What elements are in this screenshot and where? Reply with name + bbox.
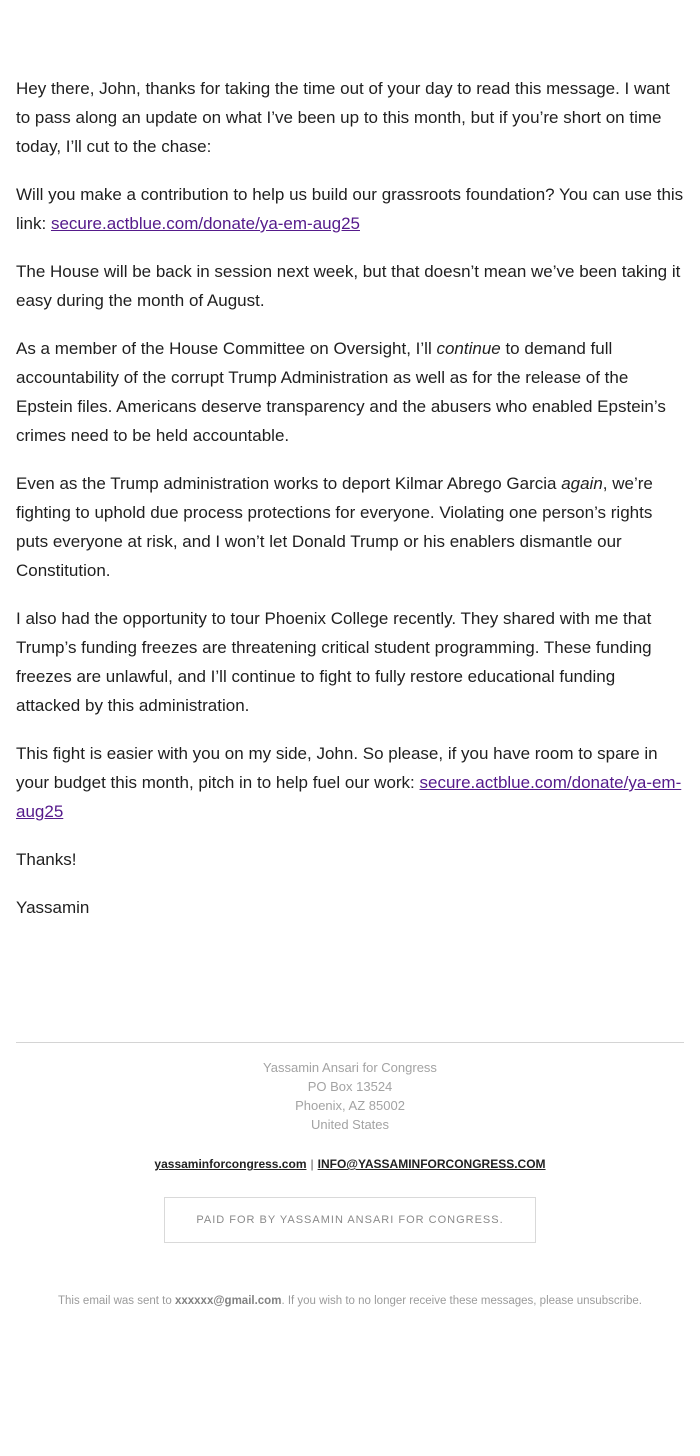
text-run: Thanks! [16, 850, 77, 869]
text-run: continue [436, 339, 501, 358]
footer-links-separator: | [310, 1157, 314, 1171]
text-run: Even as the Trump administration works to deport Kilmar Abrego Garcia [16, 474, 562, 493]
email-link[interactable]: INFO@YASSAMINFORCONGRESS.COM [317, 1157, 546, 1171]
paragraph [16, 893, 684, 922]
sent-to-email: xxxxxx@gmail.com [174, 1295, 282, 1307]
text-run: Yassamin [16, 898, 90, 917]
text-run: Will you make a contribution to help us build our grassroots foundation? You can use this link: [16, 185, 684, 233]
text-run: again [561, 474, 603, 493]
text-run: , we’re fighting to uphold due process protections for everyone. Violating one person’s rights puts everyone at risk, and I won’t let Donald Trump or his enablers dismantle our Constitution. [16, 474, 653, 580]
paid-for-box [164, 1197, 536, 1243]
sent-to-middle: . If you wish to no longer receive these messages, please [281, 1295, 577, 1307]
sent-to-suffix: . [638, 1295, 642, 1307]
sent-to-prefix: This email was sent to [58, 1295, 175, 1307]
org-address-line: Phoenix, AZ 85002 [295, 1098, 405, 1113]
paragraph [16, 469, 684, 585]
org-address-line: Yassamin Ansari for Congress [263, 1060, 437, 1075]
footer-links [0, 1157, 700, 1171]
paragraph [16, 180, 684, 238]
text-run: As a member of the House Committee on Oversight, I’ll [16, 339, 437, 358]
org-address-line: United States [310, 1117, 390, 1132]
text-run: to demand full accountability of the corrupt Trump Administration as well as for the release of the Epstein files. Americans deserve transparency and the abusers who enabled Epstein’s crimes need to be held accountable. [16, 339, 666, 445]
text-run: This fight is easier with you on my side, John. So please, if you have room to spare in your budget this month, pitch in to help fuel our work: [16, 744, 658, 792]
text-run: Hey there, John, thanks for taking the time out of your day to read this message. I want to pass along an update on what I’ve been up to this month, but if you’re short on time today, I’ll cut to the chase: [16, 79, 670, 156]
footer-divider [16, 1042, 684, 1043]
unsubscribe-line [0, 1295, 700, 1427]
paragraph [16, 739, 684, 826]
paragraph [16, 334, 684, 450]
paid-for-text: PAID FOR BY YASSAMIN ANSARI FOR CONGRESS. [196, 1214, 504, 1226]
website-link[interactable]: yassaminforcongress.com [154, 1157, 307, 1171]
paragraph [16, 74, 684, 161]
org-address [0, 1058, 700, 1134]
donate-link[interactable]: secure.actblue.com/donate/ya-em-aug25 [16, 773, 682, 821]
unsubscribe-link[interactable]: unsubscribe [576, 1295, 639, 1307]
text-run: I also had the opportunity to tour Phoenix College recently. They shared with me that Trump’s funding freezes are threatening critical student programming. These funding freezes are unlawful, and I’ll continue to fight to fully restore educational funding attacked by this administration. [16, 609, 652, 715]
paragraph [16, 257, 684, 315]
text-run: The House will be back in session next week, but that doesn’t mean we’ve been taking it easy during the month of August. [16, 262, 681, 310]
paragraph [16, 604, 684, 720]
donate-link[interactable]: secure.actblue.com/donate/ya-em-aug25 [50, 214, 360, 233]
org-address-line: PO Box 13524 [307, 1079, 393, 1094]
email-footer [0, 1058, 700, 1427]
paragraph [16, 845, 684, 874]
